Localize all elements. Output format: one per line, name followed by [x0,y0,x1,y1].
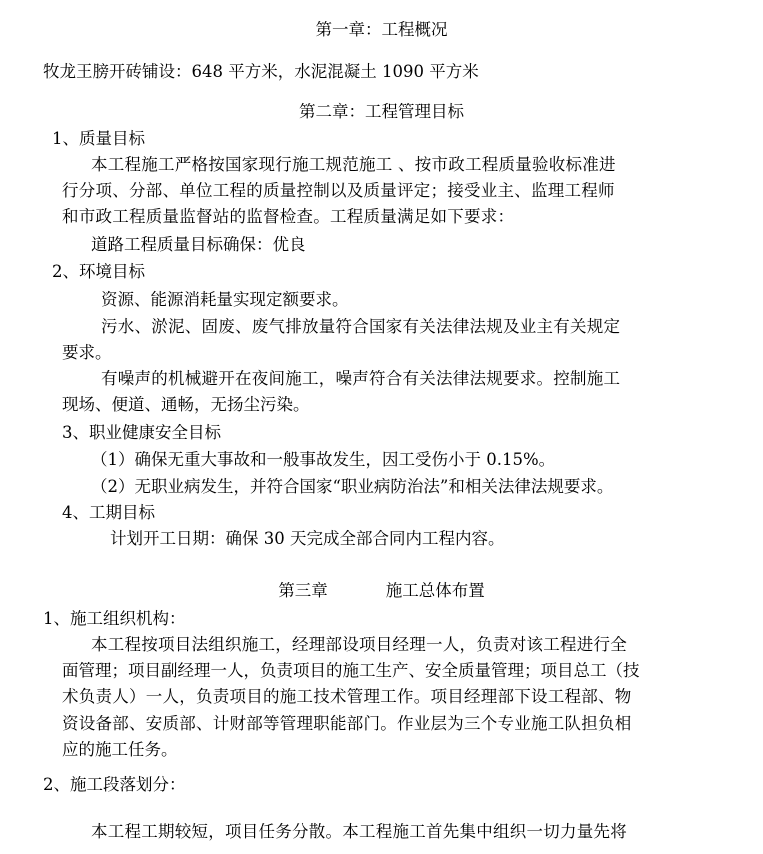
environment-item: 有噪声的机械避开在夜间施工，噪声符合有关法律法规要求。控制施工 [101,369,621,388]
organization-paragraph-line: 本工程按项目法组织施工，经理部设项目经理一人，负责对该工程进行全 [91,635,627,654]
safety-heading: 3、职业健康安全目标 [62,423,221,442]
project-scope-line: 牧龙王膀开砖铺设：648 平方米，水泥混凝土 1090 平方米 [43,62,479,81]
environment-item: 现场、便道、通畅，无扬尘污染。 [62,395,310,414]
safety-item: （2）无职业病发生，并符合国家“职业病防治法”和相关法律法规要求。 [91,477,614,496]
quality-target: 道路工程质量目标确保：优良 [91,235,306,254]
organization-paragraph-line: 应的施工任务。 [62,740,178,759]
schedule-item: 计划开工日期：确保 30 天完成全部合同内工程内容。 [110,529,505,548]
environment-heading: 2、环境目标 [52,262,145,281]
environment-item: 资源、能源消耗量实现定额要求。 [101,290,349,309]
chapter-2-title: 第二章：工程管理目标 [299,102,464,121]
sections-paragraph-line: 本工程工期较短，项目任务分散。本工程施工首先集中组织一切力量先将 [91,822,627,841]
quality-paragraph-line: 和市政工程质量监督站的监督检查。工程质量满足如下要求： [62,207,515,226]
chapter-1-title: 第一章：工程概况 [315,20,448,39]
schedule-heading: 4、工期目标 [62,503,155,522]
quality-paragraph-line: 本工程施工严格按国家现行施工规范施工 、按市政工程质量验收标准进 [91,155,616,174]
safety-item: （1）确保无重大事故和一般事故发生，因工受伤小于 0.15%。 [91,450,556,469]
chapter-3-label: 第三章 [278,581,328,600]
organization-paragraph-line: 术负责人）一人，负责项目的施工技术管理工作。项目经理部下设工程部、物 [62,687,632,706]
organization-heading: 1、施工组织机构： [43,609,186,628]
environment-item: 要求。 [62,343,112,362]
sections-heading: 2、施工段落划分： [43,775,186,794]
organization-paragraph-line: 面管理；项目副经理一人，负责项目的施工生产、安全质量管理；项目总工（技 [62,661,640,680]
chapter-3-name: 施工总体布置 [385,581,485,600]
chapter-3-title [0,578,763,604]
organization-paragraph-line: 资设备部、安质部、计财部等管理职能部门。作业层为三个专业施工队担负相 [62,714,632,733]
quality-heading: 1、质量目标 [52,129,145,148]
quality-paragraph-line: 行分项、分部、单位工程的质量控制以及质量评定；接受业主、监理工程师 [62,181,615,200]
environment-item: 污水、淤泥、固废、废气排放量符合国家有关法律法规及业主有关规定 [101,317,621,336]
